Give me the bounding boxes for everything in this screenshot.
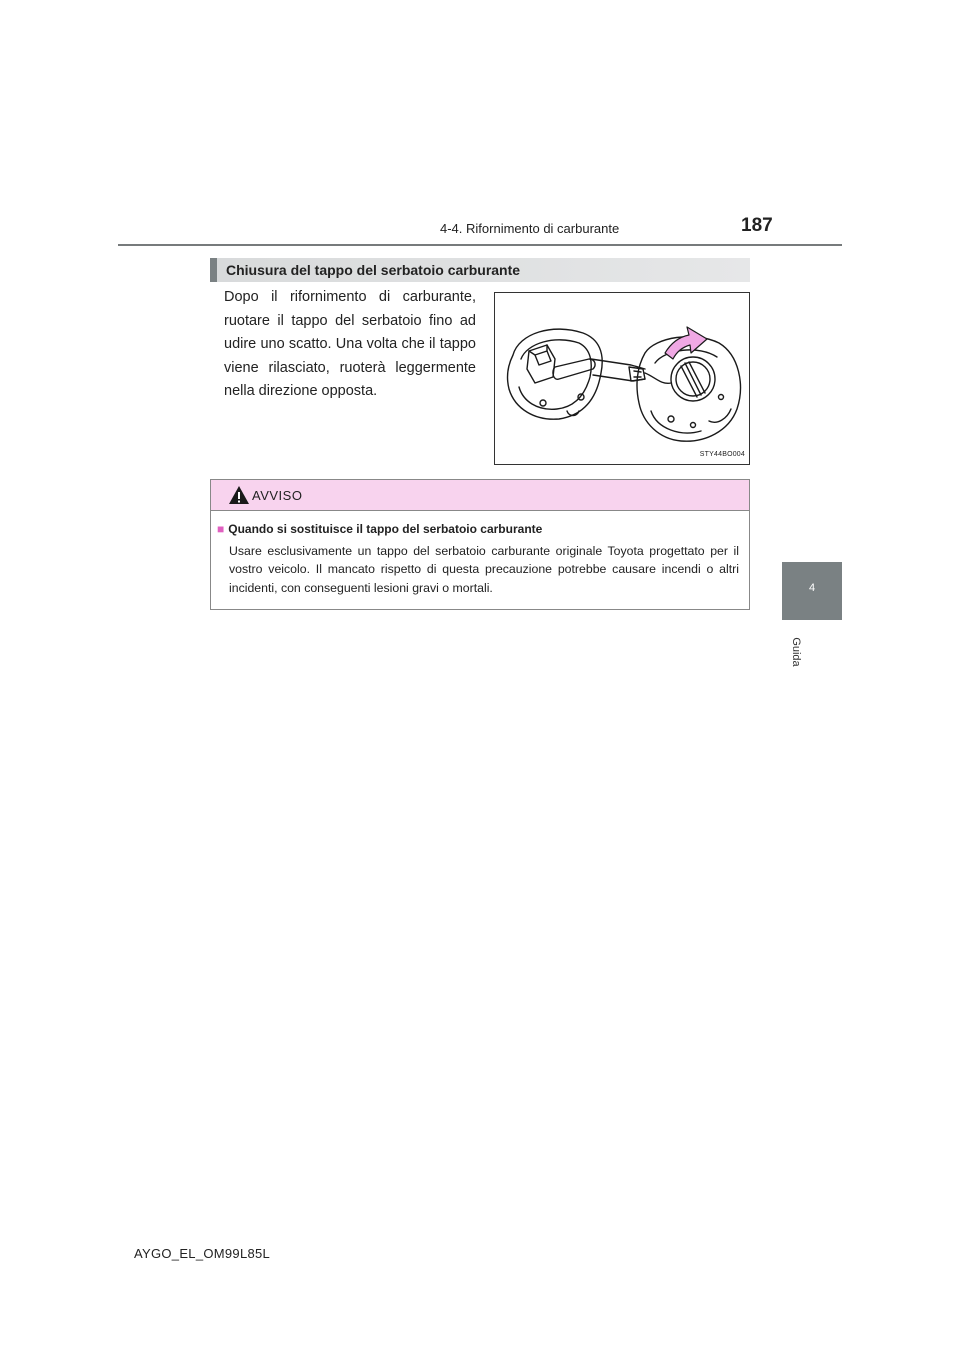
section-heading-marker [210, 258, 217, 282]
section-body-text: Dopo il rifornimento di carburante, ruotare il tappo del serbatoio fino ad udire uno scatto. Una volta che il tappo viene rilasciato, ruoterà leggermente nella direzione opposta. [224, 289, 476, 400]
figure-code: STY44BO004 [699, 451, 745, 458]
warning-box [210, 479, 750, 610]
warning-triangle-icon [228, 485, 250, 505]
fuel-cap-drawing [495, 293, 749, 464]
header-rule [118, 244, 842, 246]
warning-header [211, 480, 749, 511]
chapter-label: Guida [790, 637, 802, 667]
warning-text: Usare esclusivamente un tappo del serbatoio carburante originale Toyota progettato per il vostro veicolo. Il mancato rispetto di questa precauzione potrebbe causare incendi o altri incidenti, con conseguenti lesioni gravi o mortali. [229, 544, 739, 595]
warning-title: AVVISO [252, 488, 303, 503]
page-number: 187 [741, 215, 773, 236]
running-header-section: 4-4. Rifornimento di carburante [440, 221, 620, 236]
section-title: Chiusura del tappo del serbatoio carburante [226, 262, 521, 278]
chapter-label-wrap [774, 632, 818, 676]
fuel-cap-illustration [494, 292, 750, 465]
warning-subtitle-row [217, 522, 542, 536]
warning-subtitle: Quando si sostituisce il tappo del serbatoio carburante [228, 522, 543, 536]
chapter-number: 4 [808, 582, 816, 594]
document-code: AYGO_EL_OM99L85L [134, 1246, 271, 1261]
rotation-arrow [665, 327, 707, 359]
chapter-tab [782, 562, 842, 620]
square-bullet-icon: ■ [217, 522, 225, 536]
